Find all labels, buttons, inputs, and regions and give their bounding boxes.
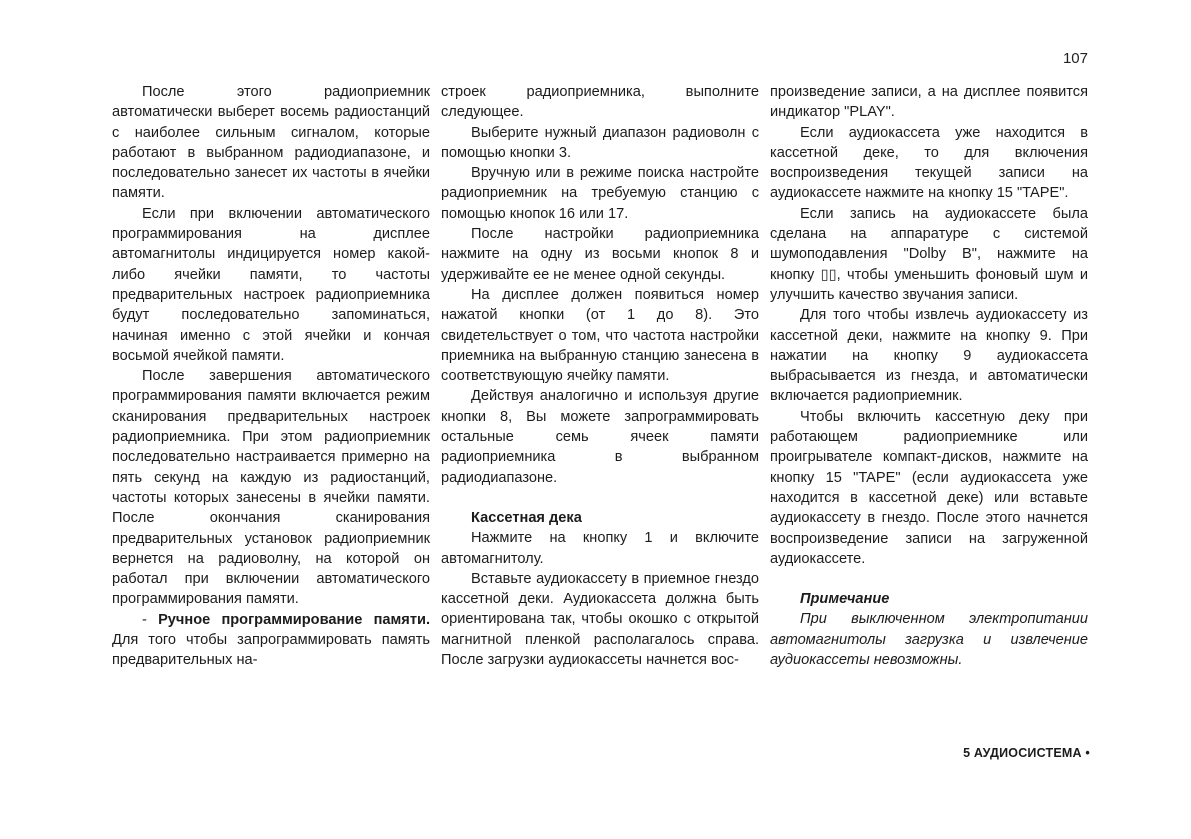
inline-heading: Ручное программирование памяти. [158, 611, 430, 628]
section-heading: Кассетная дека [471, 509, 582, 526]
paragraph: Выберите нужный диапазон радиоволн с помощью кнопки 3. [441, 124, 759, 161]
paragraph: Если запись на аудиокассете была сделана на аппаратуре с системой шумоподавления "Dolby B", нажмите на кнопку ▯▯, чтобы уменьшить фоновый шум и улучшить качество звучания записи. [770, 205, 1088, 303]
paragraph: После настройки радиоприемника нажмите на одну из восьми кнопок 8 и удерживайте ее не менее одной секунды. [441, 226, 759, 283]
paragraph: После завершения автоматического программирования памяти включается режим сканирования предварительных настроек радиоприемника. При этом радиоприемник последовательно настраивается примерно на пять секунд на каждую из радиостанций, частоты которых занесены в ячейки памяти. После окончания сканирования предварительных установок радиоприемник вернется на радиоволну, на которой он работал при включении автоматического программирования памяти. [112, 368, 430, 608]
text-column-3 [770, 82, 1088, 670]
paragraph: Чтобы включить кассетную деку при работающем радиоприемнике или проигрывателе компакт-дисков, нажмите на кнопку 15 "TAPE" (если аудиокассета уже находится в кассетной деке) или вставьте аудиокассету в гнездо. После этого начнется воспроизведение записи на загруженной аудиокассете. [770, 408, 1088, 567]
paragraph-manual-programming [112, 610, 430, 671]
paragraph: Если аудиокассета уже находится в кассетной деке, то для включения воспроизведения текущей записи на аудиокассете нажмите на кнопку 15 "TAPE". [770, 124, 1088, 202]
page-footer: 5 АУДИОСИСТЕМА • [963, 746, 1090, 760]
text-column-2 [441, 82, 759, 670]
note-heading: Примечание [800, 591, 890, 608]
list-dash: ‑ [142, 611, 147, 628]
paragraph: произведение записи, а на дисплее появится индикатор "PLAY". [770, 84, 1088, 121]
paragraph: После этого радиоприемник автоматически выберет восемь радиостанций с наиболее сильным сигналом, которые работают в выбранном радиодиапазоне, и последовательно занесет их частоты в ячейки памяти. [112, 84, 430, 202]
paragraph: Для того чтобы извлечь аудиокассету из кассетной деки, нажмите на кнопку 9. При нажатии на кнопку 9 аудиокассета выбрасывается из гнезда, и автоматически включается радиоприемник. [770, 307, 1088, 405]
text-column-1 [112, 82, 430, 671]
paragraph: На дисплее должен появиться номер нажатой кнопки (от 1 до 8). Это свидетельствует о том, что частота настройки приемника на выбранную станцию занесена в соответствующую ячейку памяти. [441, 286, 759, 385]
paragraph: строек радиоприемника, выполните следующее. [441, 84, 759, 121]
paragraph: Если при включении автоматического программирования на дисплее автомагнитолы индицируется номер какой-либо ячейки памяти, то частоты предварительных настроек радиоприемника будут последовательно запоминаться, начиная именно с этой ячейки и кончая восьмой ячейкой памяти. [112, 205, 430, 364]
paragraph-text: Для того чтобы запрограммировать память предварительных на- [112, 632, 430, 669]
paragraph: Вручную или в режиме поиска настройте радиоприемник на требуемую станцию с помощью кнопок 16 или 17. [441, 165, 759, 222]
paragraph: Вставьте аудиокассету в приемное гнездо кассетной деки. Аудиокассета должна быть ориентирована так, чтобы окошко с открытой магнитной пленкой располагалось справа. После загрузки аудиокассеты начнется вос- [441, 570, 759, 669]
paragraph: Действуя аналогично и используя другие кнопки 8, Вы можете запрограммировать остальные семь ячеек памяти радиоприемника в выбранном радиодиапазоне. [441, 388, 759, 486]
note-text: При выключенном электропитании автомагнитолы загрузка и извлечение аудиокассеты невозможны. [770, 611, 1088, 669]
page-number: 107 [1062, 50, 1088, 67]
paragraph: Нажмите на кнопку 1 и включите автомагнитолу. [441, 530, 759, 567]
